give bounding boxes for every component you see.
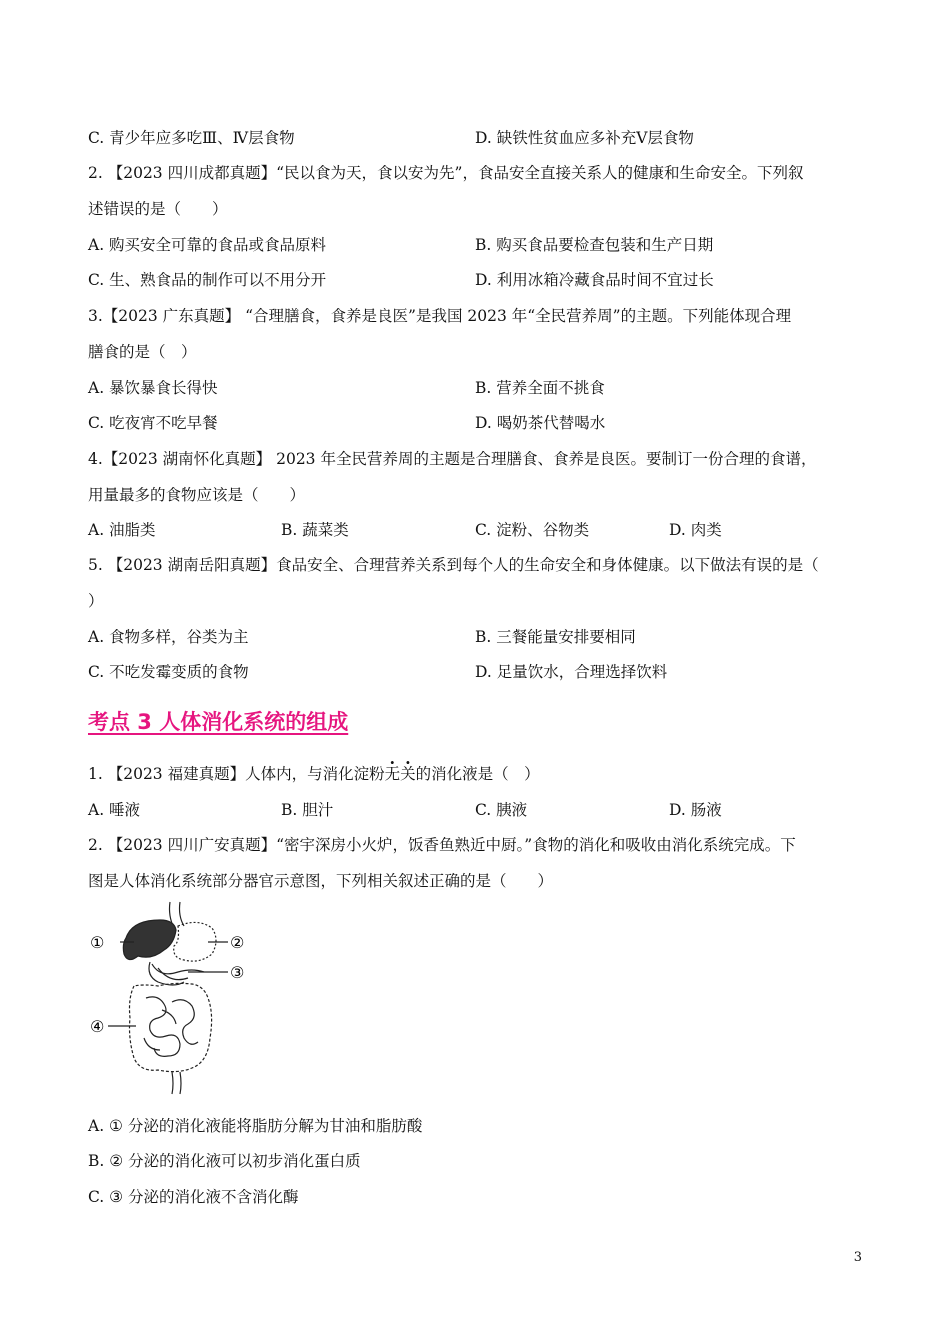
option-d: D. 利用冰箱冷藏食品时间不宜过长	[475, 271, 714, 289]
stem-suffix: 的消化液是（ ）	[415, 765, 540, 783]
page-number: 3	[853, 1250, 862, 1265]
digestive-system-diagram	[88, 898, 258, 1098]
option-a: A. ① 分泌的消化液能将脂肪分解为甘油和脂肪酸	[88, 1117, 423, 1135]
question-stem: 2. 【2023 四川广安真题】“密宇深房小火炉，饭香鱼熟近中厨。”食物的消化和吸收由消化系统完成。下	[88, 836, 796, 854]
question-stem: 图是人体消化系统部分器官示意图，下列相关叙述正确的是（ ）	[88, 872, 554, 890]
emphasis-char: 无	[384, 765, 401, 783]
option-b: B. 蔬菜类	[281, 521, 349, 539]
option-d: D. 喝奶茶代替喝水	[475, 414, 606, 432]
option-c: C. 淀粉、谷物类	[475, 521, 590, 539]
liver-shape	[123, 920, 176, 960]
option-c: C. 生、熟食品的制作可以不用分开	[88, 271, 327, 289]
question-stem: 述错误的是（ ）	[88, 200, 228, 218]
option-d: D. 肉类	[669, 521, 722, 539]
option-b: B. 购买食品要检查包装和生产日期	[475, 236, 714, 254]
option-c: C. 青少年应多吃Ⅲ、Ⅳ层食物	[88, 129, 295, 147]
option-c: C. 胰液	[475, 801, 528, 819]
option-c: C. 吃夜宵不吃早餐	[88, 414, 218, 432]
question-stem: 5. 【2023 湖南岳阳真题】食品安全、合理营养关系到每个人的生命安全和身体健康。以下做法有误的是（	[88, 556, 819, 574]
stem-prefix: 1. 【2023 福建真题】人体内，与消化淀粉	[88, 765, 385, 783]
option-a: A. 油脂类	[88, 521, 156, 539]
option-b: B. 胆汁	[281, 801, 334, 819]
diagram-label-3: ③	[230, 963, 245, 982]
question-stem: 用量最多的食物应该是（ ）	[88, 486, 306, 504]
option-b: B. 营养全面不挑食	[475, 379, 605, 397]
option-d: D. 足量饮水，合理选择饮料	[475, 663, 668, 681]
emphasis-char: 关	[400, 765, 416, 783]
question-stem: 膳食的是（ ）	[88, 343, 197, 361]
section-title: 考点 3 人体消化系统的组成	[88, 710, 349, 734]
option-c: C. 不吃发霉变质的食物	[88, 663, 249, 681]
option-a: A. 暴饮暴食长得快	[88, 379, 218, 397]
diagram-label-2: ②	[230, 933, 245, 952]
option-b: B. ② 分泌的消化液可以初步消化蛋白质	[88, 1152, 361, 1170]
question-stem: ）	[88, 592, 104, 610]
question-stem	[88, 764, 540, 784]
option-d: D. 缺铁性贫血应多补充Ⅴ层食物	[475, 129, 694, 147]
option-b: B. 三餐能量安排要相同	[475, 628, 636, 646]
large-intestine-shape	[130, 983, 212, 1071]
question-stem: 3.【2023 广东真题】 “合理膳食，食养是良医”是我国 2023 年“全民营养周”的主题。下列能体现合理	[88, 307, 792, 325]
question-stem: 2. 【2023 四川成都真题】“民以食为天，食以安为先”，食品安全直接关系人的健康和生命安全。下列叙	[88, 164, 804, 182]
option-d: D. 肠液	[669, 801, 722, 819]
small-intestine-shape	[144, 997, 198, 1056]
diagram-label-1: ①	[90, 933, 105, 952]
diagram-label-4: ④	[90, 1017, 105, 1036]
option-a: A. 食物多样，谷类为主	[88, 628, 249, 646]
option-c: C. ③ 分泌的消化液不含消化酶	[88, 1188, 299, 1206]
option-a: A. 唾液	[88, 801, 141, 819]
question-stem: 4.【2023 湖南怀化真题】 2023 年全民营养周的主题是合理膳食、食养是良医。要制订一份合理的食谱，	[88, 450, 817, 468]
option-a: A. 购买安全可靠的食品或食品原料	[88, 236, 327, 254]
